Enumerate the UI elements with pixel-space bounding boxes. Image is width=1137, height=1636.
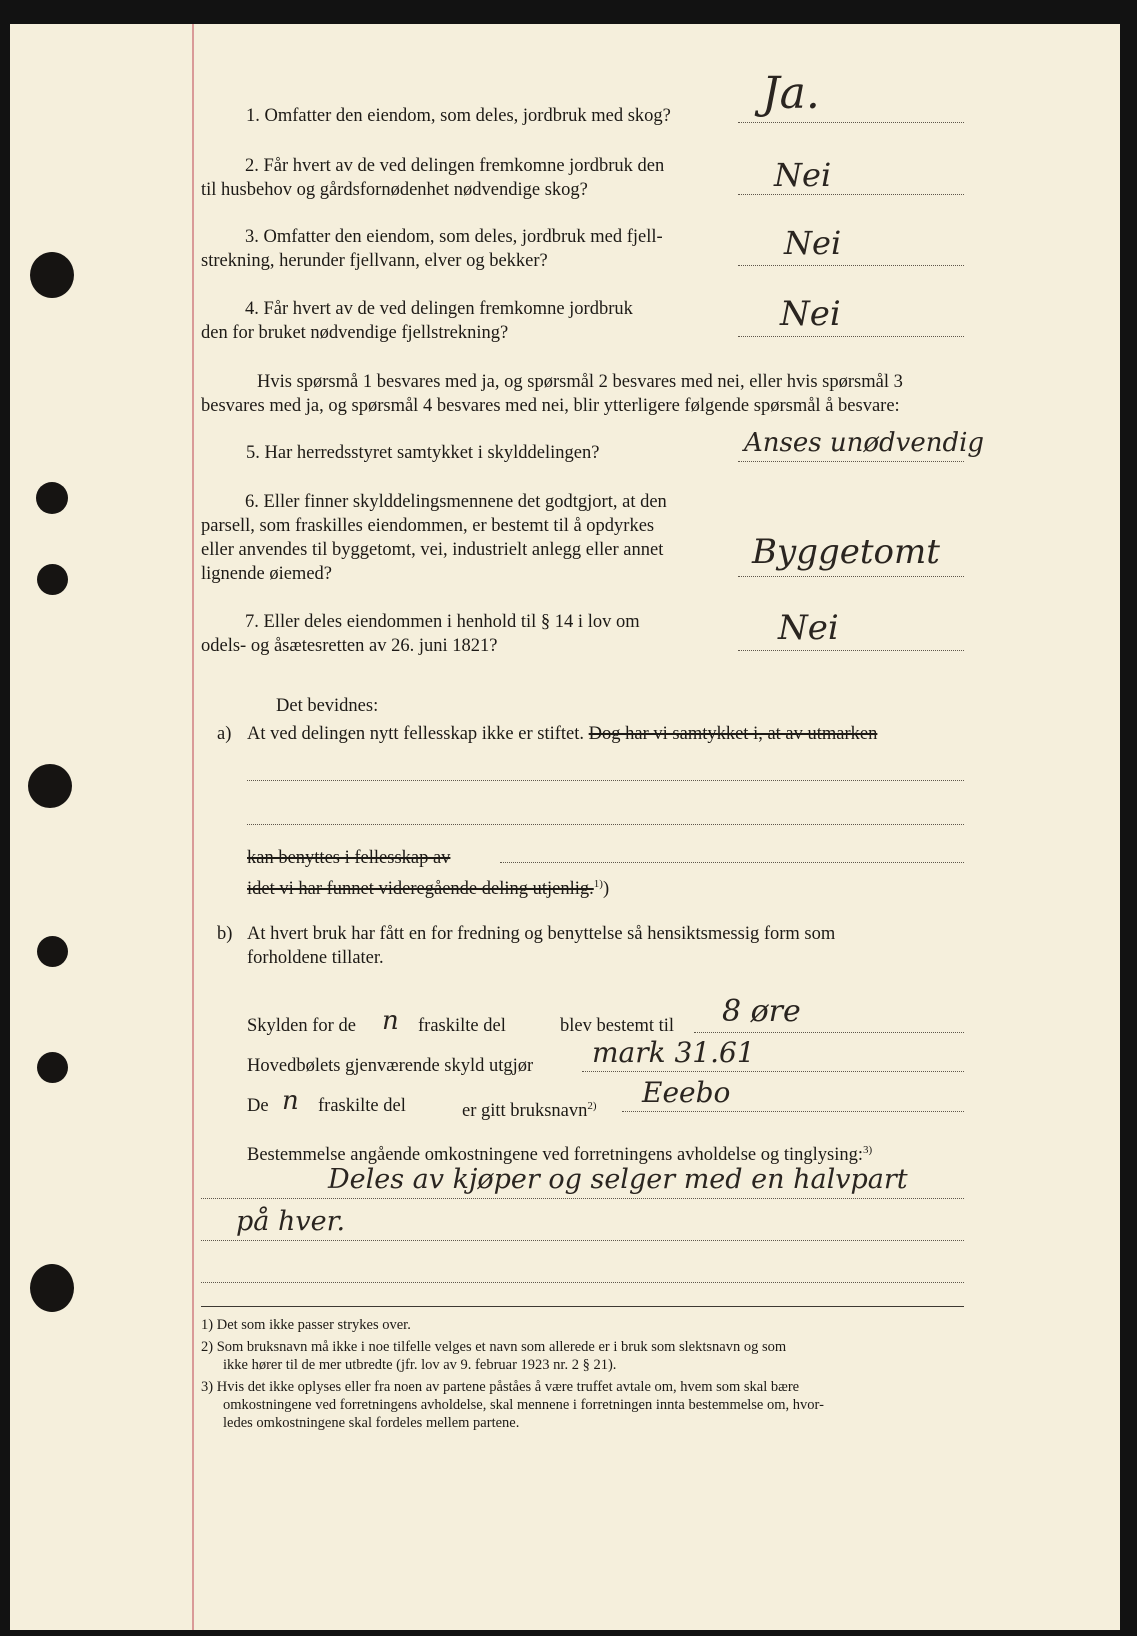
best-line-2 bbox=[201, 1240, 964, 1241]
attest-heading: Det bevidnes: bbox=[276, 696, 379, 716]
answer-1: Ja. bbox=[762, 68, 820, 119]
skyld-value: 8 øre bbox=[722, 994, 801, 1029]
question-7: 7. Eller deles eiendommen i henhold til § 14 i lov om odels- og åsætesretten av 26. juni 1821? bbox=[201, 612, 640, 656]
skyld-mid: fraskilte del bbox=[418, 1016, 506, 1036]
footnote-2: 2) Som bruksnavn må ikke i noe tilfelle velges et navn som allerede er i bruk som slektsnavn og som ikke hører til de mer utbredte (jfr. lov av 9. februar 1923 nr. 2 § 21). bbox=[201, 1339, 787, 1373]
best-value-2: på hver. bbox=[236, 1206, 346, 1237]
best-line-3 bbox=[201, 1282, 964, 1283]
punch-hole bbox=[36, 482, 68, 514]
attest-a-label: a) bbox=[217, 724, 232, 744]
de-mid: fraskilte del bbox=[318, 1096, 406, 1116]
skyld-label: Skylden for de bbox=[247, 1016, 356, 1036]
document-page bbox=[10, 24, 1120, 1630]
punch-hole bbox=[30, 252, 74, 298]
footnote-divider bbox=[201, 1306, 964, 1307]
answer-line-4 bbox=[738, 336, 964, 337]
attest-a-text bbox=[247, 722, 877, 746]
de-line bbox=[622, 1111, 964, 1112]
question-4: 4. Får hvert av de ved delingen fremkomne jordbruk den for bruket nødvendige fjellstrekning? bbox=[201, 299, 633, 343]
skyld-de-handwritten: n bbox=[382, 1006, 399, 1036]
question-1: 1. Omfatter den eiendom, som deles, jordbruk med skog? bbox=[246, 106, 671, 126]
attest-a-struck-2: kan benyttes i fellesskap av bbox=[247, 848, 451, 868]
best-value-1: Deles av kjøper og selger med en halvpart bbox=[328, 1164, 908, 1195]
punch-hole bbox=[37, 1052, 68, 1083]
de-value: Eeebo bbox=[642, 1076, 731, 1109]
answer-line-5 bbox=[738, 461, 964, 462]
answer-4: Nei bbox=[780, 294, 841, 334]
hoved-line bbox=[582, 1071, 964, 1072]
answer-5: Anses unødvendig bbox=[744, 428, 985, 458]
question-2: 2. Får hvert av de ved delingen fremkomne jordbruk den til husbehov og gårdsfornødenhet nødvendige skog? bbox=[201, 156, 665, 200]
attest-a-main: At ved delingen nytt fellesskap ikke er stiftet. bbox=[247, 724, 585, 744]
fill-line bbox=[247, 780, 964, 781]
answer-2: Nei bbox=[774, 156, 832, 194]
fill-line bbox=[500, 862, 964, 863]
margin-rule bbox=[192, 24, 194, 1630]
footnote-1: 1) Det som ikke passer strykes over. bbox=[201, 1317, 411, 1333]
punch-hole bbox=[37, 936, 68, 967]
answer-line-2 bbox=[738, 194, 964, 195]
hoved-label: Hovedbølets gjenværende skyld utgjør bbox=[247, 1056, 534, 1076]
fill-line bbox=[247, 824, 964, 825]
best-label: Bestemmelse angående omkostningene ved forretningens avholdelse og tinglysing:$^{3)}$ bbox=[247, 1144, 873, 1166]
answer-line-6 bbox=[738, 576, 964, 577]
question-6: 6. Eller finner skylddelingsmennene det godtgjort, at den parsell, som fraskilles eiendommen, er bestemt til å opdyrkes eller anvendes til byggetomt, vei, industrielt anlegg eller annet lignende øiemed? bbox=[201, 492, 667, 584]
de-handwritten: n bbox=[282, 1086, 299, 1116]
answer-7: Nei bbox=[778, 608, 839, 648]
instruction-text: Hvis spørsmå 1 besvares med ja, og spørsmål 2 besvares med nei, eller hvis spørsmål 3 besvares med ja, og spørsmål 4 besvares med nei, blir ytterligere følgende spørsmål å besvare: bbox=[201, 372, 903, 416]
punch-hole bbox=[37, 564, 68, 595]
answer-line-7 bbox=[738, 650, 964, 651]
attest-b-text: At hvert bruk har fått en for fredning og benyttelse så hensiktsmessig form som forholdene tillater. bbox=[247, 924, 836, 968]
punch-hole bbox=[28, 764, 72, 808]
question-3: 3. Omfatter den eiendom, som deles, jordbruk med fjell- strekning, herunder fjellvann, elver og bekker? bbox=[201, 227, 663, 271]
question-5: 5. Har herredsstyret samtykket i skylddelingen? bbox=[246, 443, 600, 463]
hoved-value: mark 31.61 bbox=[592, 1036, 755, 1069]
skyld-post: blev bestemt til bbox=[560, 1016, 675, 1036]
answer-line-1 bbox=[738, 122, 964, 123]
answer-3: Nei bbox=[784, 224, 842, 262]
footnote-3: 3) Hvis det ikke oplyses eller fra noen av partene påståes å være truffet avtale om, hvem som skal bære omkostningene ved forretningens avholdelse, skal mennene i forretningen innta bestemmelse om, hvor- ledes omkostningene skal fordeles mellem partene. bbox=[201, 1379, 824, 1431]
de-post: er gitt bruksnavn$^{2)}$ bbox=[462, 1100, 597, 1122]
attest-b-label: b) bbox=[217, 924, 233, 944]
skyld-line bbox=[694, 1032, 964, 1033]
answer-line-3 bbox=[738, 265, 964, 266]
attest-a-struck-3: idet vi har funnet videregående deling utjenlig.$^{1)}$) bbox=[247, 878, 610, 900]
attest-a-struck: Dog har vi samtykket i, at av utmarken bbox=[588, 724, 878, 744]
punch-hole bbox=[30, 1264, 74, 1312]
de-label: De bbox=[247, 1096, 269, 1116]
best-line-1 bbox=[201, 1198, 964, 1199]
answer-6: Byggetomt bbox=[752, 532, 940, 572]
